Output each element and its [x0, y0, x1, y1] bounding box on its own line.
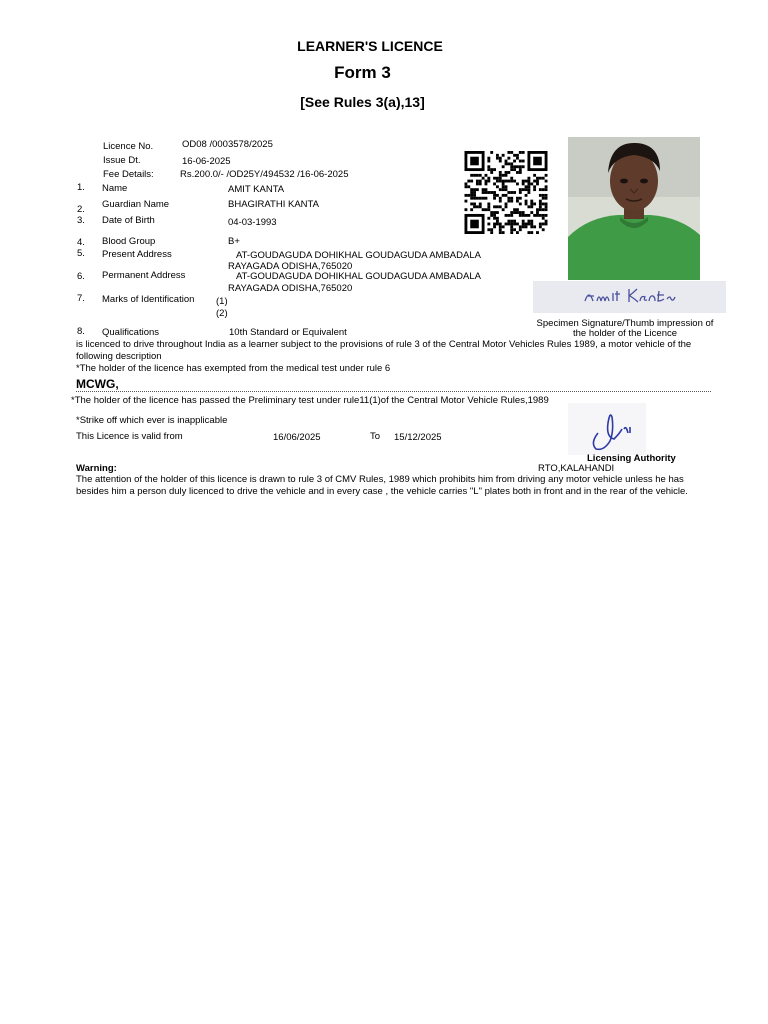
- signature-image: [533, 281, 726, 313]
- permanent-address-line1: AT-GOUDAGUDA DOHIKHAL GOUDAGUDA AMBADALA: [236, 271, 481, 282]
- issue-date-value: 16-06-2025: [182, 156, 231, 167]
- valid-from-date: 16/06/2025: [273, 432, 321, 443]
- preliminary-test-note: *The holder of the licence has passed the Preliminary test under rule11(1)of the Central Motor Vehicle Rules,1989: [71, 395, 549, 406]
- qualifications-label: Qualifications: [102, 327, 160, 338]
- name-value: AMIT KANTA: [228, 184, 285, 195]
- warning-text: The attention of the holder of this licence is drawn to rule 3 of CMV Rules, 1989 which prohibits him from driving any motor vehicle unless he has besides him a person duly licenced to drive the vehicle and in every case , the vehicle carries "L" plates both in front and in the rear of the vehicle.: [76, 474, 688, 497]
- fee-details-label: Fee Details:: [103, 169, 154, 180]
- field-number: 8.: [77, 326, 85, 337]
- field-number: 1.: [77, 182, 85, 193]
- field-number: 3.: [77, 215, 85, 226]
- authority-office: RTO,KALAHANDI: [538, 463, 615, 474]
- present-address-label: Present Address: [102, 249, 172, 260]
- warning-label: Warning:: [76, 463, 117, 474]
- licence-terms-paragraph: is licenced to drive throughout India as a learner subject to the provisions of rule 3 of the Central Motor Vehicles Rules 1989, a motor vehicle of the following description: [76, 339, 692, 362]
- validity-label: This Licence is valid from: [76, 431, 183, 442]
- specimen-caption-line1: Specimen Signature/Thumb impression of: [536, 318, 714, 329]
- present-address-line1: AT-GOUDAGUDA DOHIKHAL GOUDAGUDA AMBADALA: [236, 250, 481, 261]
- vehicle-class: MCWG,: [76, 377, 119, 391]
- field-number: 2.: [77, 204, 85, 215]
- strike-off-note: *Strike off which ever is inapplicable: [76, 415, 228, 426]
- blood-group-value: B+: [228, 236, 240, 247]
- permanent-address-label: Permanent Address: [102, 270, 186, 281]
- licence-no-label: Licence No.: [103, 141, 154, 152]
- mark-2: (2): [216, 308, 228, 319]
- issue-date-label: Issue Dt.: [103, 155, 141, 166]
- licence-no-value: OD08 /0003578/2025: [182, 139, 273, 150]
- qr-code: [462, 151, 550, 234]
- authority-signature: [568, 403, 646, 455]
- valid-to-label: To: [370, 431, 381, 442]
- guardian-name-label: Guardian Name: [102, 199, 170, 210]
- field-number: 4.: [77, 237, 85, 248]
- valid-to-date: 15/12/2025: [394, 432, 442, 443]
- qualifications-value: 10th Standard or Equivalent: [229, 327, 347, 338]
- field-number: 7.: [77, 293, 85, 304]
- document-title: LEARNER'S LICENCE: [297, 38, 443, 54]
- field-number: 5.: [77, 248, 85, 259]
- name-label: Name: [102, 183, 128, 194]
- fee-details-value: Rs.200.0/- /OD25Y/494532 /16-06-2025: [180, 169, 349, 180]
- marks-of-identification-label: Marks of Identification: [102, 294, 195, 305]
- medical-exemption-note: *The holder of the licence has exempted from the medical test under rule 6: [76, 363, 391, 374]
- dotted-divider: [76, 391, 711, 392]
- present-address-line2: RAYAGADA ODISHA,765020: [228, 261, 353, 272]
- form-number: Form 3: [334, 63, 391, 82]
- rules-reference: [See Rules 3(a),13]: [300, 94, 425, 110]
- date-of-birth-value: 04-03-1993: [228, 217, 277, 228]
- mark-1: (1): [216, 296, 228, 307]
- licensing-authority-title: Licensing Authority: [587, 453, 676, 464]
- date-of-birth-label: Date of Birth: [102, 215, 155, 226]
- holder-photo: [568, 137, 700, 280]
- field-number: 6.: [77, 271, 85, 282]
- specimen-caption-line2: the holder of the Licence: [572, 328, 678, 339]
- blood-group-label: Blood Group: [102, 236, 156, 247]
- guardian-name-value: BHAGIRATHI KANTA: [228, 199, 319, 210]
- permanent-address-line2: RAYAGADA ODISHA,765020: [228, 283, 353, 294]
